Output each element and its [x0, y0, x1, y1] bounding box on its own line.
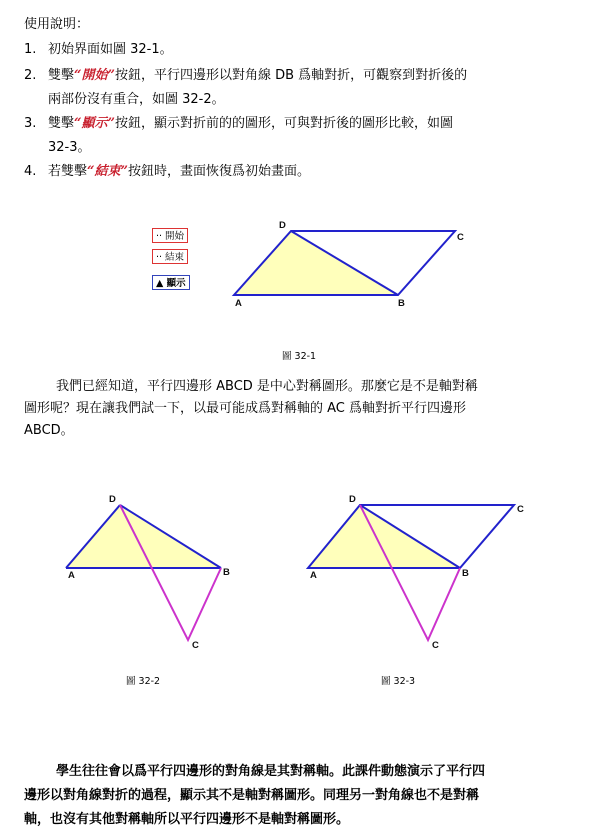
label-c: C [192, 640, 199, 651]
paragraph-line: 圖形呢？現在讓我們試一下，以最可能成爲對稱軸的 AC 爲軸對折平行四邊形 [24, 401, 467, 416]
label-d: D [349, 494, 356, 505]
label-c-folded: C [432, 640, 439, 651]
fold-triangle [308, 505, 460, 568]
label-a: A [68, 570, 75, 581]
step-number: 3. [24, 116, 37, 131]
caption-32-3: 圖 32-3 [381, 676, 416, 687]
end-label-highlight: “結束” [87, 164, 128, 179]
step-number: 4. [24, 164, 37, 179]
caption-32-1: 圖 32-1 [282, 351, 317, 362]
start-button[interactable]: ·· 開始 [152, 228, 188, 243]
step-number: 1. [24, 42, 37, 57]
label-d: D [279, 220, 286, 231]
step-text-post: 按鈕時，畫面恢復爲初始畫面。 [127, 164, 310, 179]
fold-triangle [234, 231, 398, 295]
show-label-highlight: “顯示” [74, 116, 115, 131]
conclusion-line: 軸，也沒有其他對稱軸所以平行四邊形不是軸對稱圖形。 [24, 812, 350, 827]
conclusion-line: 邊形以對角線對折的過程，顯示其不是軸對稱圖形。同理另一對角線也不是對稱 [24, 788, 480, 803]
paragraph-line: 我們已經知道，平行四邊形 ABCD 是中心對稱圖形。那麼它是不是軸對稱 [56, 379, 478, 394]
label-d: D [109, 494, 116, 505]
step-text-post: 按鈕，顯示對折前的的圖形，可與對折後的圖形比較，如圖 [114, 116, 453, 131]
paragraph-symmetry [24, 376, 584, 442]
label-b: B [398, 298, 405, 309]
step-text-post: 按鈕，平行四邊形以對角線 DB 爲軸對折，可觀察到對折後的 [114, 68, 468, 83]
label-a: A [235, 298, 242, 309]
label-b: B [223, 567, 230, 578]
label-c-original: C [517, 504, 524, 515]
paragraph-line: ABCD。 [24, 423, 74, 438]
show-button[interactable]: ▲ 顯示 [152, 275, 190, 290]
label-a: A [310, 570, 317, 581]
instructions-heading: 使用說明： [24, 17, 90, 32]
step-text-line2: 32-3。 [48, 140, 91, 155]
end-button[interactable]: ·· 結束 [152, 249, 188, 264]
label-b: B [462, 568, 469, 579]
step-text-line2: 兩部份沒有重合，如圖 32-2。 [48, 92, 225, 107]
step-text: 初始界面如圖 32-1。 [48, 42, 173, 57]
step-number: 2. [24, 68, 37, 83]
label-c: C [457, 232, 464, 243]
conclusion-paragraph [24, 760, 584, 832]
step-text-pre: 雙擊 [48, 116, 75, 131]
caption-32-2: 圖 32-2 [126, 676, 161, 687]
step-text-pre: 雙擊 [48, 68, 75, 83]
fold-triangle [66, 505, 221, 568]
step-text-pre: 若雙擊 [48, 164, 88, 179]
conclusion-line: 學生往往會以爲平行四邊形的對角線是其對稱軸。此課件動態演示了平行四 [56, 764, 486, 779]
start-label-highlight: “開始” [74, 68, 115, 83]
